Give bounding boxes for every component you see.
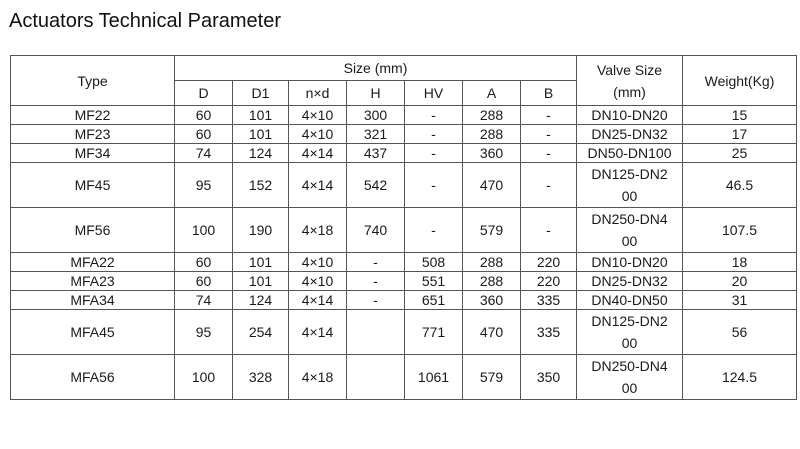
cell-a: 288 bbox=[463, 253, 521, 272]
cell-h: 740 bbox=[347, 208, 405, 253]
cell-weight: 15 bbox=[683, 106, 797, 125]
cell-d: 74 bbox=[175, 144, 233, 163]
valve-size-text: DN250-DN400 bbox=[591, 358, 668, 396]
cell-a: 579 bbox=[463, 208, 521, 253]
cell-hv: - bbox=[405, 163, 463, 208]
cell-d1: 254 bbox=[233, 310, 289, 355]
cell-nxd: 4×14 bbox=[289, 291, 347, 310]
cell-hv: 508 bbox=[405, 253, 463, 272]
cell-b: - bbox=[521, 208, 577, 253]
cell-type: MFA56 bbox=[11, 355, 175, 400]
cell-d1: 124 bbox=[233, 144, 289, 163]
col-header-nxd: n×d bbox=[289, 81, 347, 106]
cell-hv: - bbox=[405, 106, 463, 125]
col-header-d: D bbox=[175, 81, 233, 106]
cell-d: 60 bbox=[175, 125, 233, 144]
table-row bbox=[11, 253, 797, 272]
cell-d: 100 bbox=[175, 355, 233, 400]
cell-weight: 20 bbox=[683, 272, 797, 291]
cell-h: 321 bbox=[347, 125, 405, 144]
cell-d1: 190 bbox=[233, 208, 289, 253]
cell-h: 300 bbox=[347, 106, 405, 125]
cell-valve bbox=[577, 310, 683, 355]
cell-h: - bbox=[347, 272, 405, 291]
cell-type: MF22 bbox=[11, 106, 175, 125]
cell-weight: 31 bbox=[683, 291, 797, 310]
cell-valve bbox=[577, 163, 683, 208]
cell-d: 74 bbox=[175, 291, 233, 310]
cell-weight: 46.5 bbox=[683, 163, 797, 208]
cell-type: MF34 bbox=[11, 144, 175, 163]
cell-type: MFA23 bbox=[11, 272, 175, 291]
cell-h bbox=[347, 355, 405, 400]
cell-type: MFA34 bbox=[11, 291, 175, 310]
cell-valve: DN40-DN50 bbox=[577, 291, 683, 310]
cell-valve bbox=[577, 208, 683, 253]
cell-b: 335 bbox=[521, 310, 577, 355]
cell-d1: 124 bbox=[233, 291, 289, 310]
cell-b: - bbox=[521, 163, 577, 208]
col-header-hv: HV bbox=[405, 81, 463, 106]
cell-type: MF23 bbox=[11, 125, 175, 144]
cell-a: 288 bbox=[463, 106, 521, 125]
cell-nxd: 4×10 bbox=[289, 253, 347, 272]
cell-d1: 101 bbox=[233, 125, 289, 144]
cell-a: 470 bbox=[463, 163, 521, 208]
cell-d1: 101 bbox=[233, 253, 289, 272]
cell-weight: 25 bbox=[683, 144, 797, 163]
cell-d1: 101 bbox=[233, 272, 289, 291]
size-group-header: Size (mm) bbox=[175, 56, 577, 81]
parameter-table bbox=[10, 55, 797, 400]
cell-a: 360 bbox=[463, 144, 521, 163]
table-row bbox=[11, 106, 797, 125]
cell-nxd: 4×18 bbox=[289, 208, 347, 253]
cell-d: 95 bbox=[175, 310, 233, 355]
col-header-a: A bbox=[463, 81, 521, 106]
cell-weight: 107.5 bbox=[683, 208, 797, 253]
cell-a: 288 bbox=[463, 272, 521, 291]
cell-a: 360 bbox=[463, 291, 521, 310]
weight-header: Weight(Kg) bbox=[683, 56, 797, 106]
cell-a: 579 bbox=[463, 355, 521, 400]
cell-hv: - bbox=[405, 208, 463, 253]
table-row bbox=[11, 208, 797, 253]
valve-size-header-line1: Valve Size bbox=[596, 61, 663, 78]
valve-size-text: DN250-DN400 bbox=[591, 211, 668, 249]
cell-a: 288 bbox=[463, 125, 521, 144]
cell-weight: 124.5 bbox=[683, 355, 797, 400]
cell-type: MFA45 bbox=[11, 310, 175, 355]
valve-size-text: DN125-DN200 bbox=[591, 166, 668, 204]
cell-a: 470 bbox=[463, 310, 521, 355]
col-header-d1: D1 bbox=[233, 81, 289, 106]
col-header-b: B bbox=[521, 81, 577, 106]
cell-h: 542 bbox=[347, 163, 405, 208]
cell-d: 100 bbox=[175, 208, 233, 253]
cell-valve: DN25-DN32 bbox=[577, 125, 683, 144]
cell-nxd: 4×14 bbox=[289, 163, 347, 208]
cell-weight: 18 bbox=[683, 253, 797, 272]
header-row-1 bbox=[11, 56, 797, 81]
cell-d1: 328 bbox=[233, 355, 289, 400]
type-header: Type bbox=[11, 56, 175, 106]
cell-nxd: 4×18 bbox=[289, 355, 347, 400]
cell-valve: DN25-DN32 bbox=[577, 272, 683, 291]
cell-hv: - bbox=[405, 144, 463, 163]
cell-hv: - bbox=[405, 125, 463, 144]
cell-h: - bbox=[347, 253, 405, 272]
table-row bbox=[11, 125, 797, 144]
cell-hv: 651 bbox=[405, 291, 463, 310]
valve-size-header-line2: (mm) bbox=[613, 83, 646, 100]
cell-hv: 551 bbox=[405, 272, 463, 291]
table-row bbox=[11, 355, 797, 400]
cell-b: - bbox=[521, 144, 577, 163]
cell-hv: 1061 bbox=[405, 355, 463, 400]
cell-valve: DN10-DN20 bbox=[577, 106, 683, 125]
table-row bbox=[11, 272, 797, 291]
cell-nxd: 4×10 bbox=[289, 106, 347, 125]
cell-type: MF45 bbox=[11, 163, 175, 208]
cell-type: MF56 bbox=[11, 208, 175, 253]
cell-b: - bbox=[521, 106, 577, 125]
cell-nxd: 4×14 bbox=[289, 144, 347, 163]
cell-weight: 56 bbox=[683, 310, 797, 355]
cell-d: 60 bbox=[175, 272, 233, 291]
cell-b: 220 bbox=[521, 253, 577, 272]
cell-d: 60 bbox=[175, 106, 233, 125]
cell-nxd: 4×14 bbox=[289, 310, 347, 355]
page-title: Actuators Technical Parameter bbox=[9, 10, 281, 32]
table-row bbox=[11, 163, 797, 208]
cell-valve: DN50-DN100 bbox=[577, 144, 683, 163]
valve-size-header bbox=[577, 56, 683, 106]
cell-h: - bbox=[347, 291, 405, 310]
table-row bbox=[11, 310, 797, 355]
cell-d1: 101 bbox=[233, 106, 289, 125]
cell-hv: 771 bbox=[405, 310, 463, 355]
cell-valve bbox=[577, 355, 683, 400]
table-row bbox=[11, 144, 797, 163]
table-row bbox=[11, 291, 797, 310]
cell-b: 220 bbox=[521, 272, 577, 291]
cell-nxd: 4×10 bbox=[289, 125, 347, 144]
valve-size-text: DN125-DN200 bbox=[591, 313, 668, 351]
cell-b: 350 bbox=[521, 355, 577, 400]
cell-d1: 152 bbox=[233, 163, 289, 208]
cell-valve: DN10-DN20 bbox=[577, 253, 683, 272]
cell-d: 95 bbox=[175, 163, 233, 208]
cell-b: - bbox=[521, 125, 577, 144]
cell-nxd: 4×10 bbox=[289, 272, 347, 291]
cell-weight: 17 bbox=[683, 125, 797, 144]
cell-b: 335 bbox=[521, 291, 577, 310]
cell-h: 437 bbox=[347, 144, 405, 163]
cell-type: MFA22 bbox=[11, 253, 175, 272]
cell-h bbox=[347, 310, 405, 355]
cell-d: 60 bbox=[175, 253, 233, 272]
col-header-h: H bbox=[347, 81, 405, 106]
